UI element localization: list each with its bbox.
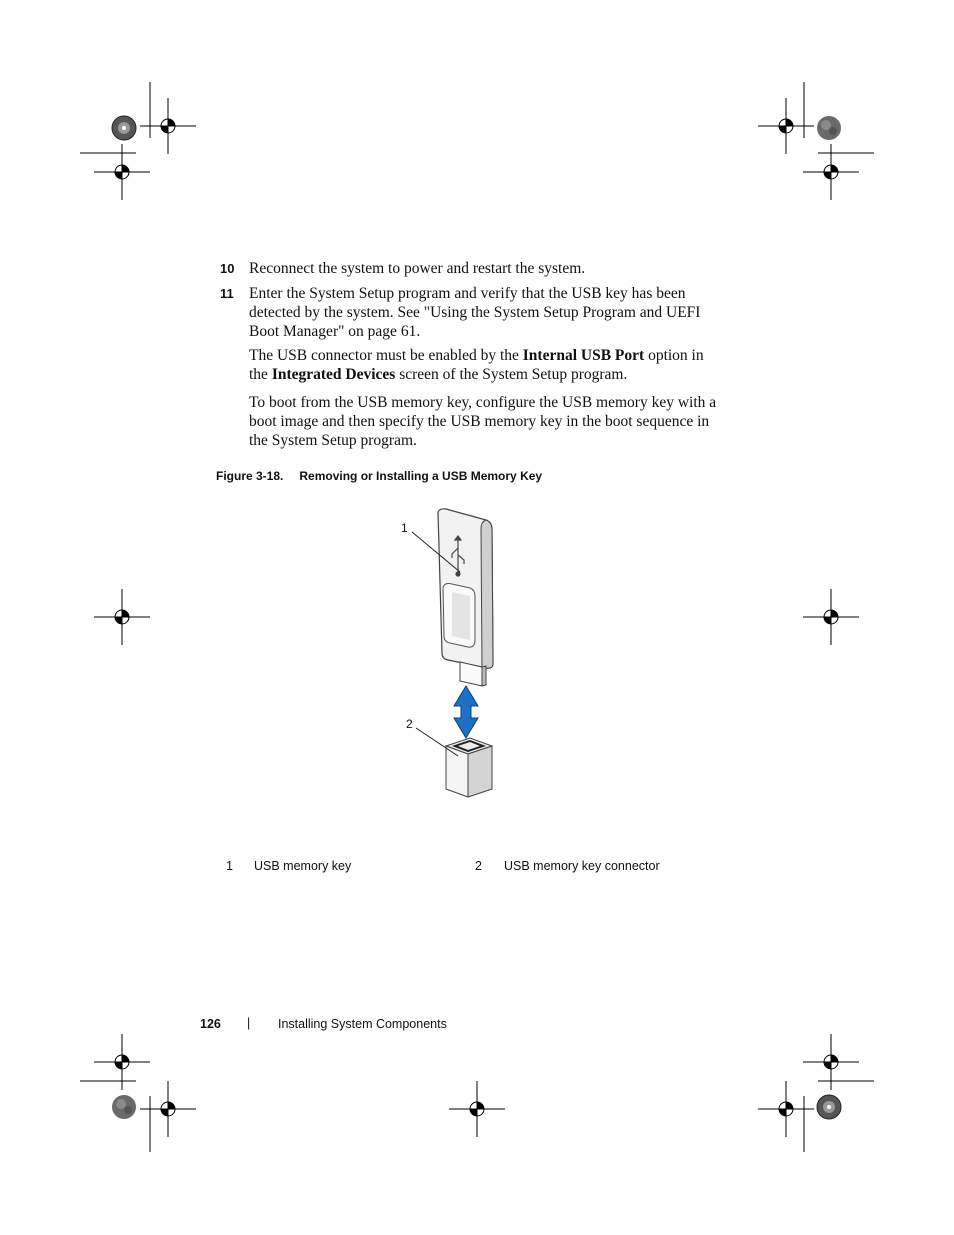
page-number: 126: [200, 1017, 221, 1031]
internal-usb-port-setting: Internal USB Port: [522, 347, 645, 364]
internal-usb-note: [249, 346, 714, 384]
footer-section-title: Installing System Components: [278, 1017, 447, 1031]
callout-1: 1: [401, 521, 408, 535]
footer-separator: |: [247, 1016, 251, 1030]
boot-note: To boot from the USB memory key, configure the USB memory key with a boot image and then specify the USB memory key in the boot sequence in the System Setup program.: [249, 394, 717, 449]
legend-number: 2: [475, 859, 482, 873]
figure-caption: [216, 469, 542, 483]
figure-title: Removing or Installing a USB Memory Key: [299, 469, 543, 483]
note-text: option in the: [249, 347, 704, 383]
usb-memory-key: [438, 509, 493, 686]
note-text: The USB connector must be enabled by the: [249, 347, 523, 364]
figure-label: Figure 3-18.: [216, 469, 284, 483]
step-number: 11: [220, 286, 234, 301]
usb-memory-key-connector: [446, 738, 492, 797]
legend-label: USB memory key connector: [504, 859, 660, 873]
step-text: Enter the System Setup program and verify that the USB key has been detected by the system. See "Using the System Setup Program and UEFI Boot Manager" on page 61.: [249, 285, 701, 340]
integrated-devices-screen: Integrated Devices: [271, 366, 396, 383]
step-number: 10: [220, 261, 235, 276]
step-text: Reconnect the system to power and restart the system.: [249, 260, 586, 277]
legend-number: 1: [226, 859, 233, 873]
insert-remove-arrow-icon: [454, 686, 478, 738]
legend-label: USB memory key: [254, 859, 352, 873]
note-text: screen of the System Setup program.: [395, 366, 628, 383]
callout-2: 2: [406, 717, 413, 731]
usb-key-illustration: [390, 500, 530, 810]
